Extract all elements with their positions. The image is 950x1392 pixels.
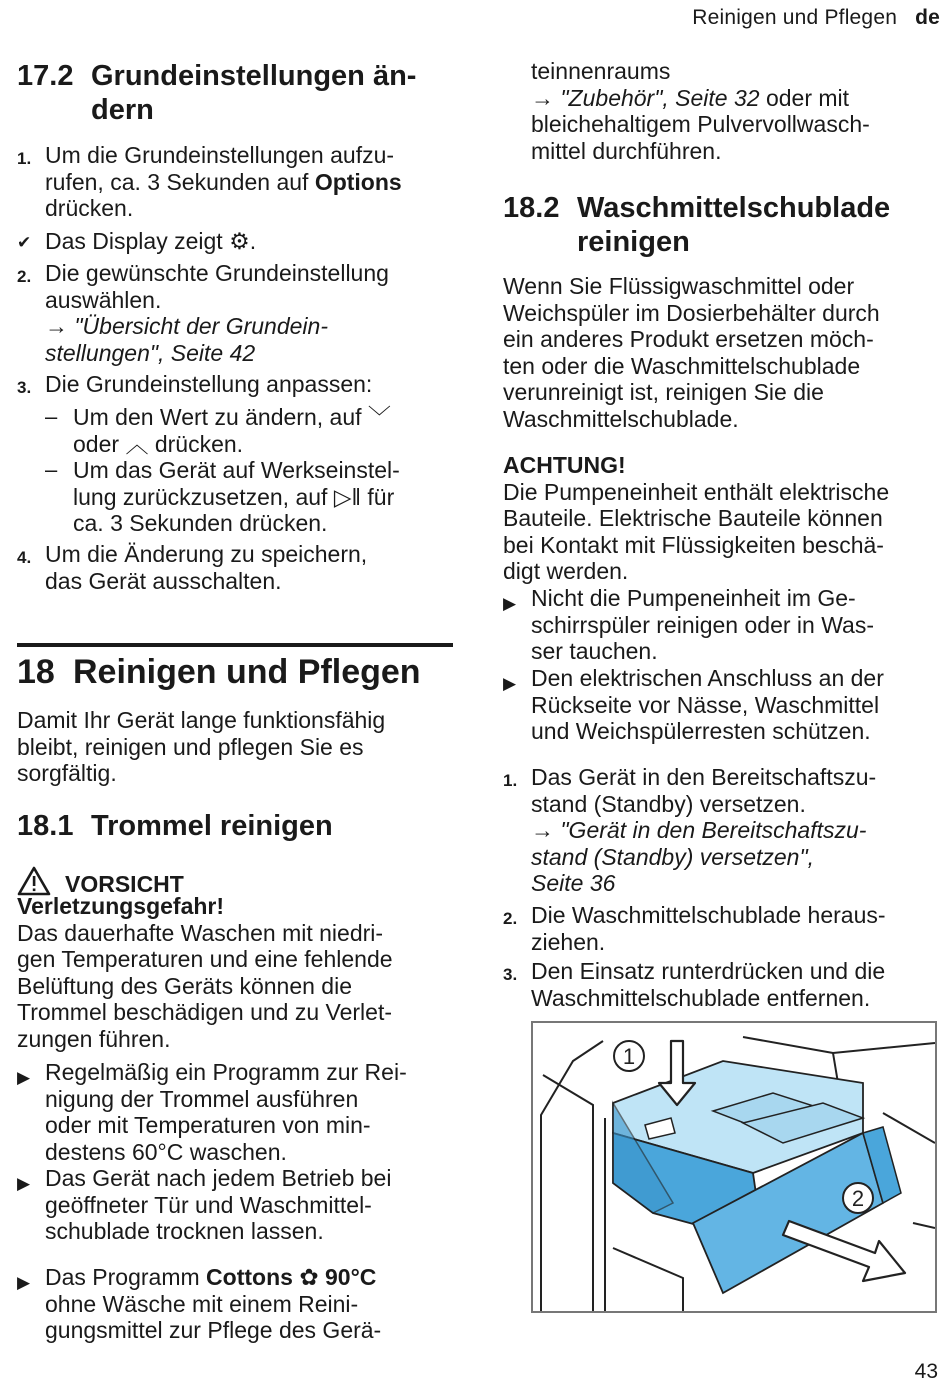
step-4 xyxy=(17,541,457,594)
dash-marker: – xyxy=(45,404,58,429)
detergent-drawer-illustration xyxy=(531,1021,937,1313)
options-button-label: Options xyxy=(314,168,402,195)
result-text: Das Display zeigt xyxy=(45,228,223,254)
dash-text: Um das Gerät auf Werkseinstel- xyxy=(73,457,400,483)
heading-number: 18.2 xyxy=(503,192,560,224)
step-text: Die gewünschte Grundeinstellung xyxy=(45,260,389,286)
section-18-1-heading xyxy=(17,809,333,843)
cross-reference-link[interactable] xyxy=(531,85,760,111)
attention-line: Bauteile. Elektrische Bauteile können xyxy=(503,505,883,531)
step-text: Die Grundeinstellung anpassen: xyxy=(45,371,373,397)
step-text: Um die Grundeinstellungen aufzu- xyxy=(45,142,395,168)
cross-reference-link[interactable] xyxy=(45,313,457,340)
section-18-2-heading xyxy=(503,191,943,259)
bullet-item xyxy=(503,665,943,745)
caution-block xyxy=(17,866,457,1052)
page-number: 43 xyxy=(914,1360,938,1383)
step-text: rufen, ca. 3 Sekunden auf xyxy=(45,168,309,195)
heading-text: Trommel reinigen xyxy=(91,810,333,842)
intro-line: Damit Ihr Gerät lange funktionsfähig xyxy=(17,707,386,733)
step-text: Das Gerät in den Bereitschaftszu- xyxy=(531,764,877,790)
arrow-right-icon: → xyxy=(531,817,554,843)
bullet-text: Das Programm xyxy=(45,1264,200,1290)
caution-line: zungen führen. xyxy=(17,1025,171,1052)
cross-reference-link[interactable] xyxy=(531,817,943,844)
step-text: Um die Änderung zu speichern, xyxy=(45,541,368,567)
bullet-text: gungsmittel zur Pflege des Gerä- xyxy=(45,1317,382,1343)
bullet-item xyxy=(17,1059,457,1165)
dash-text: ca. 3 Sekunden drücken. xyxy=(73,510,328,536)
header-language: de xyxy=(915,6,940,29)
heading-number: 18.1 xyxy=(17,810,74,842)
intro-line: verunreinigt ist, reinigen Sie die xyxy=(503,379,824,405)
step-number: 3. xyxy=(503,965,518,984)
heading-number: 17.2 xyxy=(17,60,74,92)
step-number: 3. xyxy=(17,378,32,397)
program-temperature: 90°C xyxy=(324,1264,377,1290)
intro-line: ten oder die Waschmittelschublade xyxy=(503,352,861,379)
attention-line: Die Pumpeneinheit enthält elektrische xyxy=(503,478,890,505)
arrow-right-icon: → xyxy=(531,84,554,111)
caution-title: Verletzungsgefahr! xyxy=(17,893,225,919)
settings-gear-icon: ⚙ xyxy=(229,228,250,254)
dash-text: lung zurückzusetzen, auf xyxy=(73,483,328,510)
chapter-rule xyxy=(17,643,453,647)
callout-1: 1 xyxy=(622,1044,636,1069)
bullet-text: ohne Wäsche mit einem Reini- xyxy=(45,1290,359,1317)
step-number: 1. xyxy=(503,771,518,790)
caution-text xyxy=(17,920,457,1053)
step-1 xyxy=(17,142,457,222)
caution-line: gen Temperaturen und eine fehlende xyxy=(17,946,393,972)
heading-text: Waschmittelschublade xyxy=(577,192,891,224)
dash-text: Um den Wert zu ändern, auf xyxy=(73,404,362,430)
bullet-continuation xyxy=(531,58,943,164)
program-name: Cottons xyxy=(206,1264,293,1290)
attention-line: bei Kontakt mit Flüssigkeiten beschä- xyxy=(503,531,884,558)
step-number: 1. xyxy=(17,149,32,168)
bullet-triangle-icon: ▶ xyxy=(503,674,517,693)
step-text: drücken. xyxy=(45,195,134,221)
bullet-text: bleichehaltigem Pulvervollwasch- xyxy=(531,111,870,137)
bullet-text: schublade trocknen lassen. xyxy=(45,1218,324,1244)
step-2 xyxy=(503,902,943,955)
dash-text: oder xyxy=(73,430,120,457)
step-1 xyxy=(503,764,943,897)
cross-reference-link-cont[interactable]: stand (Standby) versetzen", xyxy=(531,843,815,870)
intro-line: Weichspüler im Dosierbehälter durch xyxy=(503,299,880,326)
bullet-triangle-icon: ▶ xyxy=(17,1068,31,1087)
heading-text-cont: dern xyxy=(91,94,154,126)
bullet-text: geöffneter Tür und Waschmittel- xyxy=(45,1191,372,1218)
running-header xyxy=(692,6,940,30)
dash-marker: – xyxy=(45,457,58,482)
chapter-intro xyxy=(17,707,457,787)
step-2 xyxy=(17,260,457,366)
step-text: das Gerät ausschalten. xyxy=(45,567,282,594)
chevron-up-icon: ︿ xyxy=(125,430,149,457)
header-section: Reinigen und Pflegen xyxy=(692,6,898,29)
link-text: "Übersicht der Grundein- xyxy=(74,313,328,339)
bullet-item xyxy=(17,1165,457,1245)
dash-text: drücken. xyxy=(154,430,244,457)
bullet-triangle-icon: ▶ xyxy=(17,1273,31,1292)
step-number: 2. xyxy=(17,267,32,286)
link-text: "Gerät in den Bereitschaftszu- xyxy=(560,817,867,843)
intro-line: Wenn Sie Flüssigwaschmittel oder xyxy=(503,273,855,299)
bullet-text: oder mit Temperaturen von min- xyxy=(45,1112,371,1138)
attention-block xyxy=(503,452,943,585)
intro-line: Waschmittelschublade. xyxy=(503,405,739,432)
bullet-text: oder mit xyxy=(765,84,850,111)
bullet-text: Rückseite vor Nässe, Waschmittel xyxy=(531,691,880,718)
section-intro xyxy=(503,273,943,432)
bullet-text: Das Gerät nach jedem Betrieb bei xyxy=(45,1165,392,1191)
play-pause-icon: ▷‖ xyxy=(333,483,362,510)
step-3 xyxy=(17,371,457,398)
result-line: ✔ Das Display zeigt ⚙. xyxy=(17,228,457,255)
bullet-text: Den elektrischen Anschluss an der xyxy=(531,665,884,691)
attention-line: digt werden. xyxy=(503,558,629,584)
callout-2: 2 xyxy=(851,1186,865,1211)
step-text: ziehen. xyxy=(531,928,606,955)
intro-line: bleibt, reinigen und pflegen Sie es xyxy=(17,733,364,760)
caution-line: Belüftung des Geräts können die xyxy=(17,972,353,999)
bullet-text: nigung der Trommel ausführen xyxy=(45,1085,359,1112)
bullet-text: und Weichspülerresten schützen. xyxy=(531,718,871,744)
bullet-item xyxy=(17,1264,457,1344)
heading-text: Grundeinstellungen än- xyxy=(91,60,417,92)
checkmark-icon: ✔ xyxy=(17,233,32,252)
cross-reference-link-cont[interactable]: Seite 36 xyxy=(531,870,616,896)
caution-line: Trommel beschädigen und zu Verlet- xyxy=(17,999,393,1025)
step-number: 4. xyxy=(17,548,32,567)
heading-text-cont: reinigen xyxy=(577,226,690,258)
bullet-text: ser tauchen. xyxy=(531,638,658,664)
attention-label: ACHTUNG! xyxy=(503,452,626,478)
step-number: 2. xyxy=(503,909,518,928)
step-text: auswählen. xyxy=(45,286,162,313)
bullet-triangle-icon: ▶ xyxy=(503,594,517,613)
intro-line: ein anderes Produkt ersetzen möch- xyxy=(503,326,874,352)
chevron-down-icon: ﹀ xyxy=(367,404,391,430)
drawer-drawing xyxy=(533,1023,935,1311)
step-3 xyxy=(503,958,943,1011)
step-text: Waschmittelschublade entfernen. xyxy=(531,984,871,1011)
dash-text: für xyxy=(367,483,395,510)
bullet-triangle-icon: ▶ xyxy=(17,1174,31,1193)
intro-line: sorgfältig. xyxy=(17,760,117,786)
chapter-number: 18 xyxy=(17,653,55,691)
arrow-right-icon: → xyxy=(45,313,68,339)
bullet-text: destens 60°C waschen. xyxy=(45,1138,287,1165)
bullet-text: mittel durchführen. xyxy=(531,137,722,164)
caution-label: VORSICHT xyxy=(65,871,184,897)
chapter-18-heading xyxy=(17,652,421,692)
bullet-text: Regelmäßig ein Programm zur Rei- xyxy=(45,1059,407,1085)
bullet-text: schirrspüler reinigen oder in Was- xyxy=(531,611,875,638)
bullet-text: Nicht die Pumpeneinheit im Ge- xyxy=(531,585,856,611)
cotton-program-icon: ✿ xyxy=(299,1264,319,1290)
section-17-2-heading xyxy=(17,59,457,127)
cross-reference-link-cont[interactable]: stellungen", Seite 42 xyxy=(45,339,256,366)
bullet-item xyxy=(503,585,943,665)
step-text: Die Waschmittelschublade heraus- xyxy=(531,902,886,928)
chapter-title: Reinigen und Pflegen xyxy=(73,653,421,691)
caution-line: Das dauerhafte Waschen mit niedri- xyxy=(17,919,384,946)
link-text: "Zubehör", Seite 32 xyxy=(560,84,760,111)
bullet-text: teinnenraums xyxy=(531,58,671,84)
dash-item-1 xyxy=(45,404,457,457)
step-text: Den Einsatz runterdrücken und die xyxy=(531,958,886,984)
dash-item-2 xyxy=(45,457,457,537)
step-text: stand (Standby) versetzen. xyxy=(531,790,806,817)
